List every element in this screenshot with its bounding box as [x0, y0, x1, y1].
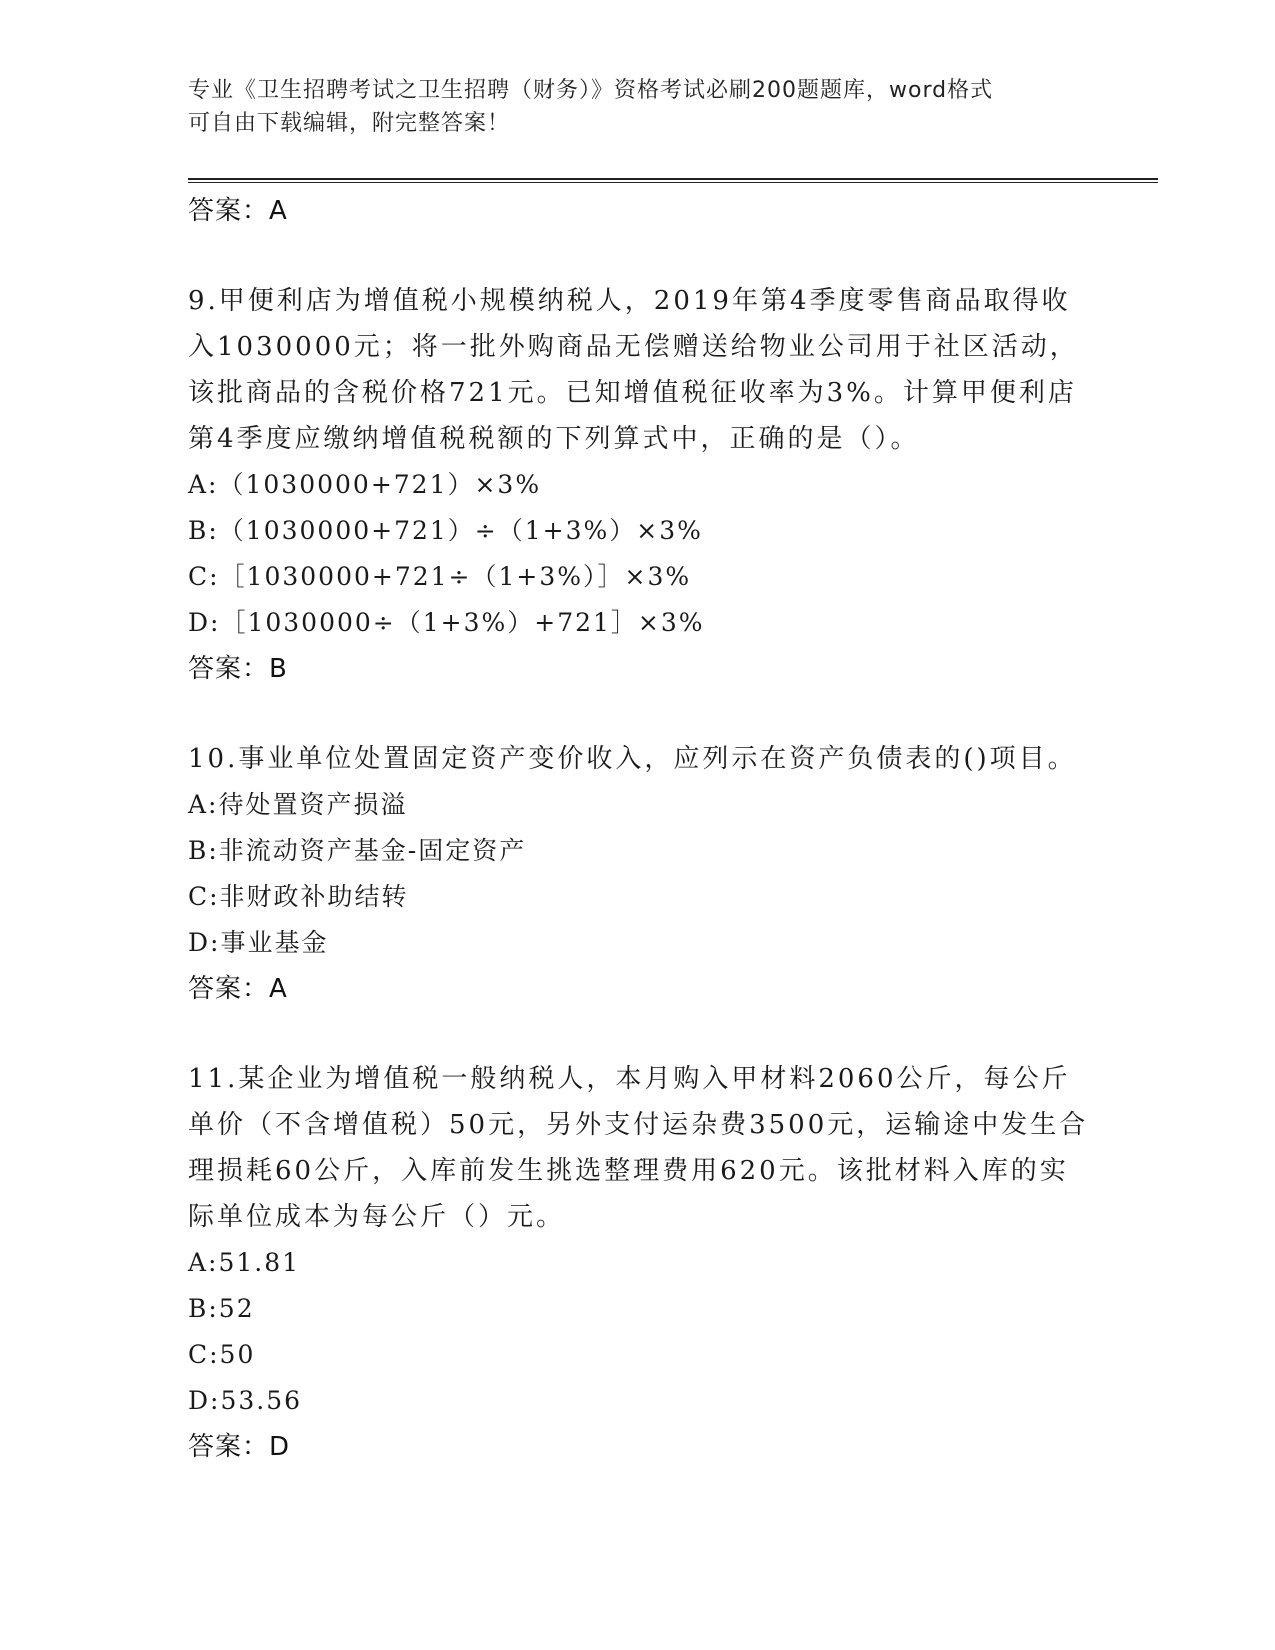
stem-line: 理损耗60公斤，入库前发生挑选整理费用620元。该批材料入库的实	[188, 1156, 1069, 1186]
answer-line: 答案：D	[188, 1432, 291, 1462]
previous-answer: 答案：A	[188, 196, 288, 226]
question-stem	[188, 1056, 1088, 1240]
document-body	[188, 188, 1088, 1470]
question-block	[188, 278, 1088, 692]
document-header	[188, 74, 1088, 140]
option-b: B:非流动资产基金-固定资产	[188, 836, 527, 865]
header-line-1: 专业《卫生招聘考试之卫生招聘（财务）》资格考试必刷200题题库，word格式	[188, 78, 994, 103]
option-c: C:50	[188, 1340, 256, 1369]
answer-line: 答案：A	[188, 974, 288, 1004]
stem-line: 11.某企业为增值税一般纳税人，本月购入甲材料2060公斤，每公斤	[188, 1064, 1071, 1094]
option-c: C:［1030000+721÷（1+3%）］×3%	[188, 562, 692, 591]
option-b: B:（1030000+721）÷（1+3%）×3%	[188, 516, 703, 545]
stem-line: 该批商品的含税价格721元。已知增值税征收率为3%。计算甲便利店	[188, 378, 1077, 408]
answer-line: 答案：B	[188, 654, 288, 684]
stem-line: 入1030000元；将一批外购商品无偿赠送给物业公司用于社区活动，	[188, 332, 1079, 362]
stem-line: 单价（不含增值税）50元，另外支付运杂费3500元，运输途中发生合	[188, 1110, 1089, 1140]
option-b: B:52	[188, 1294, 255, 1323]
option-a: A:（1030000+721）×3%	[188, 470, 542, 499]
block-spacer	[188, 1012, 1088, 1056]
stem-line: 10.事业单位处置固定资产变价收入，应列示在资产负债表的()项目。	[188, 744, 1077, 774]
option-d: D:53.56	[188, 1386, 303, 1415]
stem-line: 际单位成本为每公斤（）元。	[188, 1202, 566, 1232]
option-d: D:事业基金	[188, 928, 329, 957]
block-spacer	[188, 692, 1088, 736]
question-stem	[188, 736, 1088, 782]
stem-line: 9.甲便利店为增值税小规模纳税人，2019年第4季度零售商品取得收	[188, 286, 1071, 316]
option-d: D:［1030000÷（1+3%）+721］×3%	[188, 608, 705, 637]
option-c: C:非财政补助结转	[188, 882, 409, 911]
header-line-2: 可自由下载编辑，附完整答案！	[188, 111, 511, 136]
block-spacer	[188, 234, 1088, 278]
question-stem	[188, 278, 1088, 462]
question-block	[188, 1056, 1088, 1470]
question-block	[188, 736, 1088, 1012]
option-a: A:待处置资产损溢	[188, 790, 408, 819]
option-a: A:51.81	[188, 1248, 301, 1277]
header-divider-thick	[188, 178, 1158, 180]
stem-line: 第4季度应缴纳增值税税额的下列算式中，正确的是（）。	[188, 424, 920, 454]
header-divider-thin	[188, 182, 1158, 183]
